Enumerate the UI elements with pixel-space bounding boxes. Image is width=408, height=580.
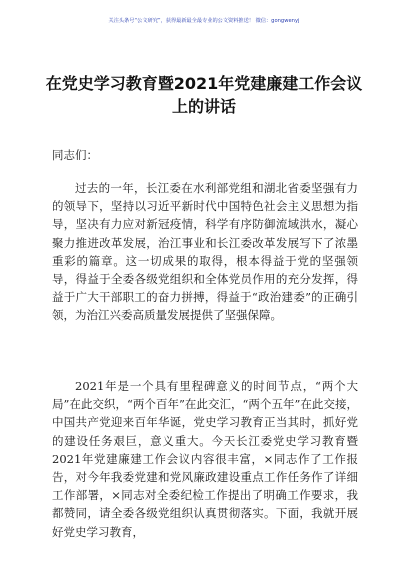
salutation: 同志们： <box>52 148 98 162</box>
paragraph-1: 过去的一年，长江委在水利部党组和湖北省委坚强有力的领导下，坚持以习近平新时代中国特色社会主义思想为指导，坚决有力应对新冠疫情，科学有序防御流域洪水，凝心聚力推进改革发展，治江事业和长江委改革发展写下了浓墨重彩的篇章。这一切成果的取得，根本得益于党的坚强领导，得益于全委各级党组织和全体党员作用的充分发挥，得益于广大干部职工的奋力拼搏，得益于“政治建委”的正确引领，为治江兴委高质量发展提供了坚强保障。 <box>52 181 358 323</box>
page-title: 在党史学习教育暨2021年党建廉建工作会议上的讲话 <box>45 74 363 116</box>
paragraph-2: 2021年是一个具有里程碑意义的时间节点，“两个大局”在此交织，“两个百年”在此交汇，“两个五年”在此交接，中国共产党迎来百年华诞，党史学习教育正当其时，抓好党的建设任务艰巨，意义重大。今天长江委党史学习教育暨2021年党建廉建工作会议内容很丰富，×同志作了工作报告，对今年我委党建和党风廉政建设重点工作任务作了详细工作部署，×同志对全委纪检工作提出了明确工作要求，我都赞同，请全委各级党组织认真贯彻落实。下面，我就开展好党史学习教育， <box>52 379 358 539</box>
promo-banner: 关注头条号“公文研究”，获得最新最全最专业的公文资料推送！ 微信：gongwenyj <box>108 18 300 24</box>
